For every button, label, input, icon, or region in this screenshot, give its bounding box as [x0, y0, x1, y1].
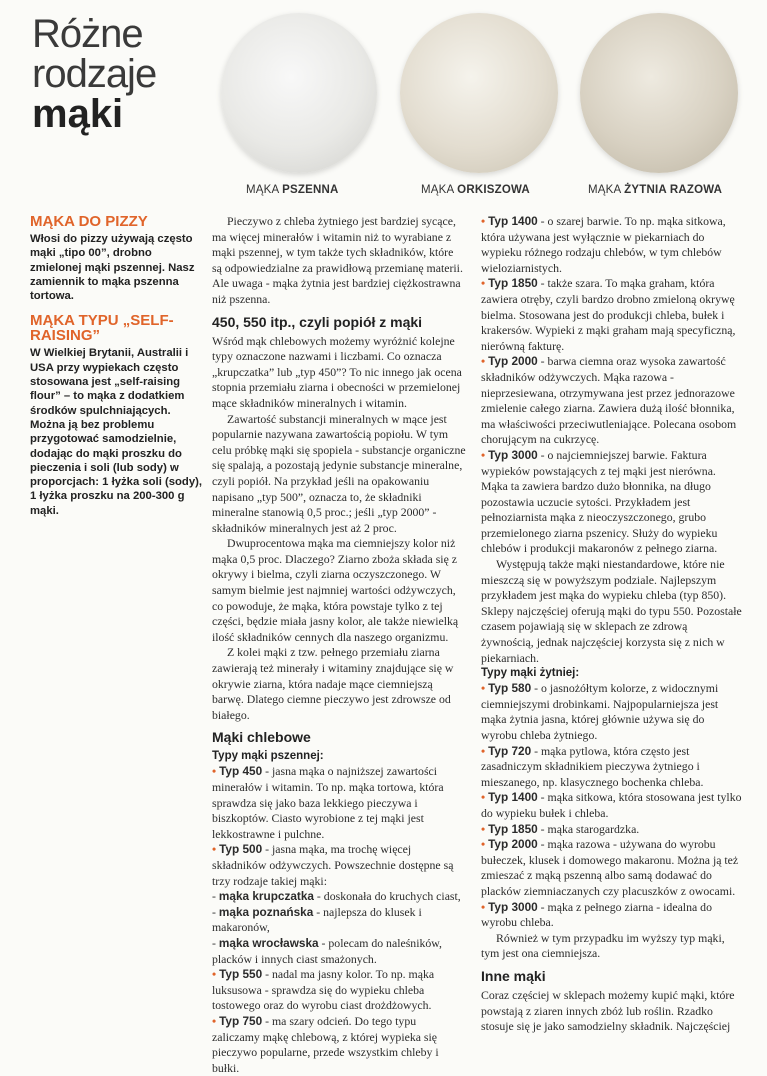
list-item: - mąka poznańska - najlepsza do klusek i makaronów,	[212, 904, 422, 935]
caption-name: PSZENNA	[282, 184, 339, 196]
sidebar	[30, 214, 202, 528]
type-desc: - jasna mąka, ma trochę więcej składników odżywczych. Powszechnie dostępne są trzy rodzaje takiej mąki:	[212, 842, 454, 888]
list-item: - mąka krupczatka - doskonała do kruchych ciast,	[212, 889, 461, 904]
type-label: Typ 1850	[488, 821, 538, 836]
variant-label: mąka wrocławska	[218, 935, 319, 950]
sidebar-text-pizza: Włosi do pizzy używają często mąki „tipo 00”, drobno zmielonej mąki pszennej. Nasz zamiennik to mąka pszenna tortowa.	[30, 233, 195, 303]
type-label: Typ 2000	[488, 837, 538, 852]
list-item: • Typ 720 - mąka pytlowa, która często jest zasadniczym składnikiem pieczywa żytniego i mieszanego, np. klasycznego bochenka chleba.	[481, 743, 704, 789]
type-desc: - mąka z pełnego ziarna - idealna do wyrobu chleba.	[481, 899, 712, 930]
type-desc: - mąka sitkowa, która stosowana jest tylko do wypieku bułek i chleba.	[481, 790, 742, 820]
type-desc: - o jasnożółtym kolorze, z widocznymi ciemniejszymi drobinkami. Najpopularniejsza jest mąka żytnia jasna, której głównie używa się do wyrobu chleba żytniego.	[481, 681, 719, 742]
paragraph: Pieczywo z chleba żytniego jest bardziej sycące, ma więcej minerałów i witamin niż to wyrabiane z mąki pszennej, w tym także tych składników, które są odpowiedzialne za prawidłową przemianę materii. Ale uwaga - mąka żytnia jest bardziej ciężkostrawna niż pszenna.	[212, 214, 463, 306]
type-label: Typ 550	[219, 967, 263, 982]
paragraph: Dwuprocentowa mąka ma ciemniejszy kolor niż mąka 0,5 proc. Dlaczego? Ziarno zboża składa się z okrywy i bielma, czyli ziarna oczyszczonego. W samym bielmie jest najmniej wartości odżywczych, co powoduje, że mąka, która powstaje tylko z tej części, będzie miała jasny kolor, ale także niewielką ilość składników cennych dla naszego organizmu.	[212, 536, 459, 644]
subheading-wheat-types: Typy mąki pszennej:	[212, 750, 324, 763]
paragraph: Z kolei mąki z tzw. pełnego przemiału ziarna zawierają też minerały i witaminy znajdujące się w okrywie ziarna, która nadaje mące ciemniejszą barwę. Dlatego ciemne pieczywo jest zdrowsze od białego.	[212, 645, 454, 722]
type-desc: - także szara. To mąka graham, która zawiera otręby, czyli bardzo drobno zmieloną okrywę bielma. Stosowana jest do produkcji chleba, bułek i krakersów. Wypieki z mąki graham mają specyficzną, nierówną fakturę.	[481, 276, 736, 353]
title-line-2: rodzaje	[32, 52, 157, 96]
list-item: • Typ 2000 - barwa ciemna oraz wysoka zawartość składników odżywczych. Mąka razowa - nieprzesiewana, otrzymywana jest przez jednorazowe zmielenie całego ziarna. Zawiera dużą ilość błonnika, ma właściwości przeciwutleniające. Polecana osobom chorującym na cukrzycę.	[481, 354, 737, 447]
type-desc: - mąka starogardzka.	[537, 821, 640, 836]
variant-label: mąka poznańska	[218, 904, 314, 919]
section-heading-ash: 450, 550 itp., czyli popiół z mąki	[212, 313, 423, 330]
paragraph: Zawartość substancji mineralnych w mące jest popularnie nazywana zawartością popiołu. W tym celu próbkę mąki się spopiela - substancje organiczne się spalają, a pozostają jedynie substancje mineralne, czyli popiół. Na przykład jeśli na opakowaniu napisano „typ 500”, oznacza to, że składniki mineralne stanowią 0,5 proc.; jeśli „typ 2000” - składników mineralnych jest aż 2 proc.	[212, 411, 466, 535]
sidebar-heading-pizza: MĄKA DO PIZZY	[30, 213, 148, 230]
caption-name: ŻYTNIA RAZOWA	[624, 184, 723, 196]
type-label: Typ 1850	[488, 276, 538, 291]
caption-prefix: MĄKA	[588, 184, 621, 196]
type-label: Typ 450	[219, 764, 263, 779]
variant-desc: - najlepsza do klusek i makaronów,	[212, 904, 422, 935]
page-title	[32, 14, 156, 134]
variant-desc: - doskonała do kruchych ciast,	[313, 889, 461, 904]
list-item: • Typ 450 - jasna mąka o najniższej zawartości minerałów i witamin. To np. mąka tortowa, która sprawdza się jako baza lekkiego pieczywa i biszkoptów. Ciasto wyrobione z tej mąki jest lekkostrawne i pulchne.	[212, 764, 444, 841]
list-item: • Typ 1400 - mąka sitkowa, która stosowana jest tylko do wypieku bułek i chleba.	[481, 790, 742, 820]
sidebar-text-self-raising: W Wielkiej Brytanii, Australii i USA przy wypiekach często stosowana jest „self-raising flour” – to mąka z dodatkiem środków spulchniających. Można ją bez problemu przygotować samodzielnie, dodając do mąki proszku do pieczenia i soli (lub sody) w proporcjach: 1 łyżka soli (sody), 1 łyżka proszku na 200-300 g mąki.	[30, 347, 203, 517]
type-desc: - mąka pytlowa, która często jest zasadniczym składnikiem pieczywa żytniego i mieszanego, np. klasycznego bochenka chleba.	[481, 743, 704, 789]
paragraph: Również w tym przypadku im wyższy typ mąki, tym jest ona ciemniejsza.	[481, 930, 725, 961]
type-desc: - o najciemniejszej barwie. Faktura wypieków powstających z tej mąki jest nierówna. Mąka ta zawiera bardzo dużo błonnika, na długo pozostawia uczucie sytości. Przykładem jest pełnoziarnista mąka z nieoczyszczonego, grubo przemielonego ziarna pszenicy. Służy do wypieku chlebów i produkcji makaronów z pełnego ziarna.	[481, 447, 718, 556]
caption-spelt	[421, 184, 530, 196]
list-item: • Typ 1400 - o szarej barwie. To np. mąka sitkowa, która używana jest wyłącznie w piekarniach do wypieku różnego rodzaju chlebów, w tym chlebów wieloziarnistych.	[481, 214, 726, 275]
type-label: Typ 1400	[488, 214, 538, 228]
type-label: Typ 750	[219, 1013, 263, 1028]
column-3	[481, 214, 743, 1035]
list-item: • Typ 1850 - mąka starogardzka.	[481, 821, 640, 836]
type-desc: - barwa ciemna oraz wysoka zawartość składników odżywczych. Mąka razowa - nieprzesiewana, otrzymywana jest przez jednorazowe zmielenie całego ziarna. Zawiera dużą ilość błonnika, ma właściwości przeciwutleniające. Polecana osobom chorującym na cukrzycę.	[481, 354, 737, 447]
column-2	[212, 214, 466, 1076]
paragraph: Coraz częściej w sklepach możemy kupić mąki, które powstają z ziaren innych zbóż lub roślin. Rzadko stosuje się je jako samodzielny składnik. Najczęściej	[481, 987, 735, 1034]
list-item: • Typ 550 - nadal ma jasny kolor. To np. mąka luksusowa - sprawdza się do wypieku chleba tostowego oraz do wyrobu ciast drożdżowych.	[212, 967, 435, 1013]
title-line-1: Różne	[32, 12, 143, 56]
type-label: Typ 1400	[488, 790, 538, 805]
list-item: • Typ 580 - o jasnożółtym kolorze, z widocznymi ciemniejszymi drobinkami. Najpopularniejsza jest mąka żytnia jasna, której głównie używa się do wyrobu chleba żytniego.	[481, 681, 719, 742]
caption-prefix: MĄKA	[246, 184, 279, 196]
sidebar-heading-self-raising: MĄKA TYPU „SELF-RAISING”	[30, 312, 174, 345]
caption-prefix: MĄKA	[421, 184, 454, 196]
title-line-3: mąki	[32, 92, 124, 136]
type-desc: - ma szary odcień. Do tego typu zaliczamy mąkę chlebową, z której wypieka się pieczywo popularne, przede wszystkim chleby i bułki.	[212, 1013, 439, 1075]
type-label: Typ 500	[219, 842, 263, 857]
list-item: • Typ 2000 - mąka razowa - używana do wyrobu bułeczek, klusek i domowego makaronu. Można ją też zmieszać z mąką pszenną albo samą dodawać do placków ziemniaczanych czy placuszków z owocami.	[481, 837, 739, 898]
type-label: Typ 3000	[488, 899, 538, 914]
paragraph: Występują także mąki niestandardowe, które nie mieszczą się w powyższym podziale. Najlepszym przykładem jest mąka do wypieku chleba (typ 850). Sklepy najczęściej oferują mąki do typu 550. Pozostałe czasem pojawiają się w sklepach ze zdrową żywnością, jednak najczęściej korzysta się z nich w piekarniach.	[481, 557, 742, 665]
section-heading-bread-flours: Mąki chlebowe	[212, 729, 311, 746]
type-label: Typ 580	[488, 681, 532, 696]
caption-rye	[588, 184, 722, 196]
subheading-rye-types: Typy mąki żytniej:	[481, 667, 580, 680]
variant-desc: - polecam do naleśników, placków i innych ciast smażonych.	[212, 935, 442, 966]
list-item: • Typ 1850 - także szara. To mąka graham, która zawiera otręby, czyli bardzo drobno zmieloną okrywę bielma. Stosowana jest do produkcji chleba, bułek i krakersów. Wypieki z mąki graham mają specyficzną, nierówną fakturę.	[481, 276, 736, 353]
caption-name: ORKISZOWA	[457, 184, 530, 196]
type-label: Typ 720	[488, 743, 532, 758]
list-item: • Typ 750 - ma szary odcień. Do tego typu zaliczamy mąkę chlebową, z której wypieka się pieczywo popularne, przede wszystkim chleby i bułki.	[212, 1013, 439, 1075]
rye-flour-image	[580, 13, 738, 173]
type-desc: - mąka razowa - używana do wyrobu bułeczek, klusek i domowego makaronu. Można ją też zmieszać z mąką pszenną albo samą dodawać do placków ziemniaczanych czy placuszków z owocami.	[481, 837, 739, 898]
list-item: • Typ 3000 - o najciemniejszej barwie. Faktura wypieków powstających z tej mąki jest nierówna. Mąka ta zawiera bardzo dużo błonnika, na długo pozostawia uczucie sytości. Przykładem jest pełnoziarnista mąka z nieoczyszczonego, grubo przemielonego ziarna pszenicy. Służy do wypieku chlebów i produkcji makaronów z pełnego ziarna.	[481, 447, 718, 556]
paragraph: Wśród mąk chlebowych możemy wyróżnić kolejne typy oznaczone nazwami i liczbami. Co oznacza „krupczatka” lub „typ 450”? To nic innego jak ocena stopnia przemiału ziarna i obecności w przemielonej mące składników mineralnych i witamin.	[212, 333, 462, 410]
type-label: Typ 2000	[488, 354, 538, 369]
list-item: - mąka wrocławska - polecam do naleśników, placków i innych ciast smażonych.	[212, 935, 442, 966]
section-heading-other-flours: Inne mąki	[481, 967, 546, 984]
list-item: • Typ 3000 - mąka z pełnego ziarna - idealna do wyrobu chleba.	[481, 899, 712, 930]
type-desc: - nadal ma jasny kolor. To np. mąka luksusowa - sprawdza się do wypieku chleba tostowego oraz do wyrobu ciast drożdżowych.	[212, 967, 435, 1013]
spelt-flour-image	[400, 13, 558, 173]
variant-label: mąka krupczatka	[218, 889, 314, 904]
caption-wheat	[246, 184, 339, 196]
type-label: Typ 3000	[488, 447, 538, 462]
list-item: • Typ 500 - jasna mąka, ma trochę więcej składników odżywczych. Powszechnie dostępne są trzy rodzaje takiej mąki:	[212, 842, 454, 888]
type-desc: - o szarej barwie. To np. mąka sitkowa, która używana jest wyłącznie w piekarniach do wypieku różnego rodzaju chlebów, w tym chlebów wieloziarnistych.	[481, 214, 726, 275]
wheat-flour-image	[221, 13, 377, 173]
type-desc: - jasna mąka o najniższej zawartości minerałów i witamin. To np. mąka tortowa, która sprawdza się jako baza lekkiego pieczywa i biszkoptów. Ciasto wyrobione z tej mąki jest lekkostrawne i pulchne.	[212, 764, 444, 841]
